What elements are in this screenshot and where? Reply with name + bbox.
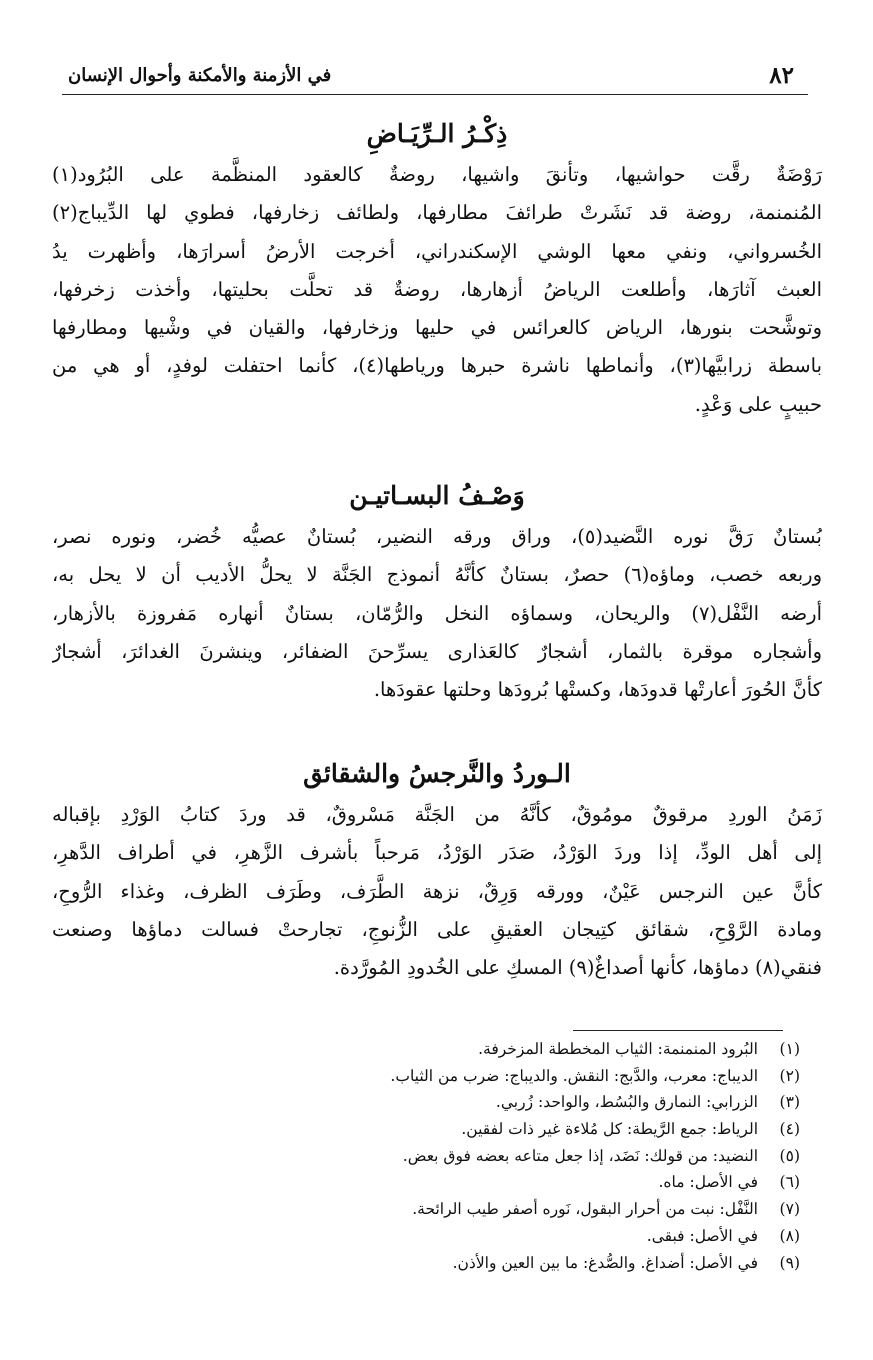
footnote-text: الرياط: جمع الرَّيطة: كل مُلاءة غير ذات لفقين. <box>461 1120 758 1139</box>
footnote-number: (٨) <box>779 1226 800 1245</box>
footnote-text: النَّفْل: نبت من أحرار البقول، نَوره أصفر طيب الرائحة. <box>412 1200 758 1219</box>
section-title: وَصْـفُ البسـاتيـن <box>349 481 525 510</box>
footnote <box>60 1143 800 1170</box>
section-gardens <box>52 112 822 424</box>
text-line: العبث آثارَها، وأطلعت الرياضُ أزهارها، روضةٌ قد تحلَّت بحليتها، وأخذت زخرفها، <box>52 277 822 301</box>
footnote-number: (٦) <box>779 1173 800 1192</box>
text-line: وتوشَّحت بنورها، الرياض كالعرائس في حليها وزخارفها، والقيان في وشْيها ومطارفها <box>52 316 822 340</box>
footnote-text: في الأصل: ماه. <box>658 1173 758 1192</box>
text-line: كأنَّ عين النرجس عَيْنٌ، وورقه وَرِقٌ، نزهة الطَّرَف، وطَرَف الظرف، وغذاء الرُّوحِ، <box>52 879 822 903</box>
footnote-number: (٧) <box>779 1200 800 1219</box>
footnote <box>60 1063 800 1090</box>
footnotes <box>60 1036 800 1276</box>
footnote <box>60 1089 800 1116</box>
text-line: بُستانٌ رَقَّ نوره النَّضيد(٥)، وراق ورقه النضير، بُستانٌ عصيُّه خُضر، ونوره نصر، <box>52 525 822 548</box>
text-line: إلى أهل الودِّ، إذا وردَ الوَرْدُ، صَدَر الوَرْدُ، مَرحباً بأشرف الزَّهرِ، في أطراف الدَّهرِ، <box>52 841 822 865</box>
text-line: وأشجاره موقرة بالثمار، أشجارٌ كالعَذارى يسرِّحنَ الضفائر، وينشرنَ الغدائرَ، أشجارٌ <box>52 639 822 663</box>
text-line: الخُسرواني، ونفي معها الوشي الإسكندراني، أخرجت الأرضُ أسرارَها، وأظهرت يدُ <box>52 239 822 263</box>
footnote <box>60 1250 800 1277</box>
footnote <box>60 1223 800 1250</box>
text-line: زَمَنُ الوردِ مرقوقٌ مومُوقٌ، كأنَّهُ من الجَنَّة مَسْروقٌ، قد وردَ كتابُ الوَرْدِ بإقباله <box>52 803 822 826</box>
footnote-text: الديباج: معرب، والدَّبج: النقش. والديباج: ضرب من الثياب. <box>390 1066 758 1085</box>
text-line: باسطة زرابيَّها(٣)، وأنماطها ناشرة حبرها ورياطها(٤)، كأنما احتفلت لوفدٍ، أو هي من <box>52 354 822 378</box>
footnote-text: الزرابي: النمارق والبُسُط، والواحد: زُربي. <box>495 1093 758 1112</box>
text-line: وربعه خصب، وماؤه(٦) حصرٌ، بستانٌ كأنَّهُ أنموذج الجَنَّة لا يحلُّ الأديب أن لا يحل به، <box>52 563 822 587</box>
footnote-number: (٩) <box>779 1253 800 1272</box>
footnote-text: النضيد: من قولك: نَضَد، إذا جعل متاعه بعضه فوق بعض. <box>402 1146 758 1165</box>
section-title: ذِكْـرُ الـرِّيَـاضِ <box>366 119 508 148</box>
footnote <box>60 1196 800 1223</box>
text-line: أرضه النَّفْل(٧) والريحان، وسماؤه النخل والرُّمّان، بستانٌ أنهاره مَفروزة بالأزهار، <box>52 601 822 625</box>
footnote-text: البُرود المنمنمة: الثياب المخططة المزخرفة. <box>478 1040 758 1058</box>
text-line: حبيبٍ على وَعْدٍ. <box>694 392 822 416</box>
section-roses <box>52 752 822 987</box>
footnote <box>60 1116 800 1143</box>
text-line: رَوْضَةٌ رقَّت حواشيها، وتأنقَ واشيها، روضةٌ كالعقود المنظَّمة على البُرُود(١) <box>52 163 822 186</box>
footnote <box>60 1169 800 1196</box>
footnote-text: في الأصل: فبقى. <box>646 1226 758 1245</box>
footnote-divider <box>573 1030 783 1031</box>
footnote-text: في الأصل: أضداغ. والصُّدغ: ما بين العين والأذن. <box>452 1253 758 1272</box>
text-line: المُنمنمة، روضة قد نَشَرتْ طرائفَ مطارفها، ولطائف زخارفها، فطوي لها الدِّيباج(٢) <box>52 201 822 225</box>
text-line: كأنَّ الحُورَ أعارتْها قدودَها، وكستْها بُرودَها وحلتها عقودَها. <box>373 678 822 702</box>
footnote-number: (٥) <box>779 1146 800 1165</box>
text-line: فنقي(٨) دماؤها، كأنها أصداغٌ(٩) المسكِ على الخُدودِ المُورَّدة. <box>333 956 822 980</box>
footnote-number: (٣) <box>779 1093 800 1112</box>
text-line: ومادة الرَّوْحِ، شقائق كتِيجان العقيقِ على الزُّنوجِ، تجارحتْ فسالت دماؤها وصنعت <box>52 917 822 941</box>
running-title: في الأزمنة والأمكنة وأحوال الإنسان <box>68 65 332 86</box>
page-number: ٨٢ <box>769 62 794 89</box>
page-header <box>62 58 808 95</box>
footnote-number: (٤) <box>779 1120 800 1139</box>
section-orchards <box>52 474 822 709</box>
footnote-number: (١) <box>779 1040 800 1058</box>
section-title: الـوردُ والنَّرجسُ والشقائق <box>303 759 571 788</box>
footnote <box>60 1036 800 1063</box>
footnote-number: (٢) <box>779 1066 800 1085</box>
